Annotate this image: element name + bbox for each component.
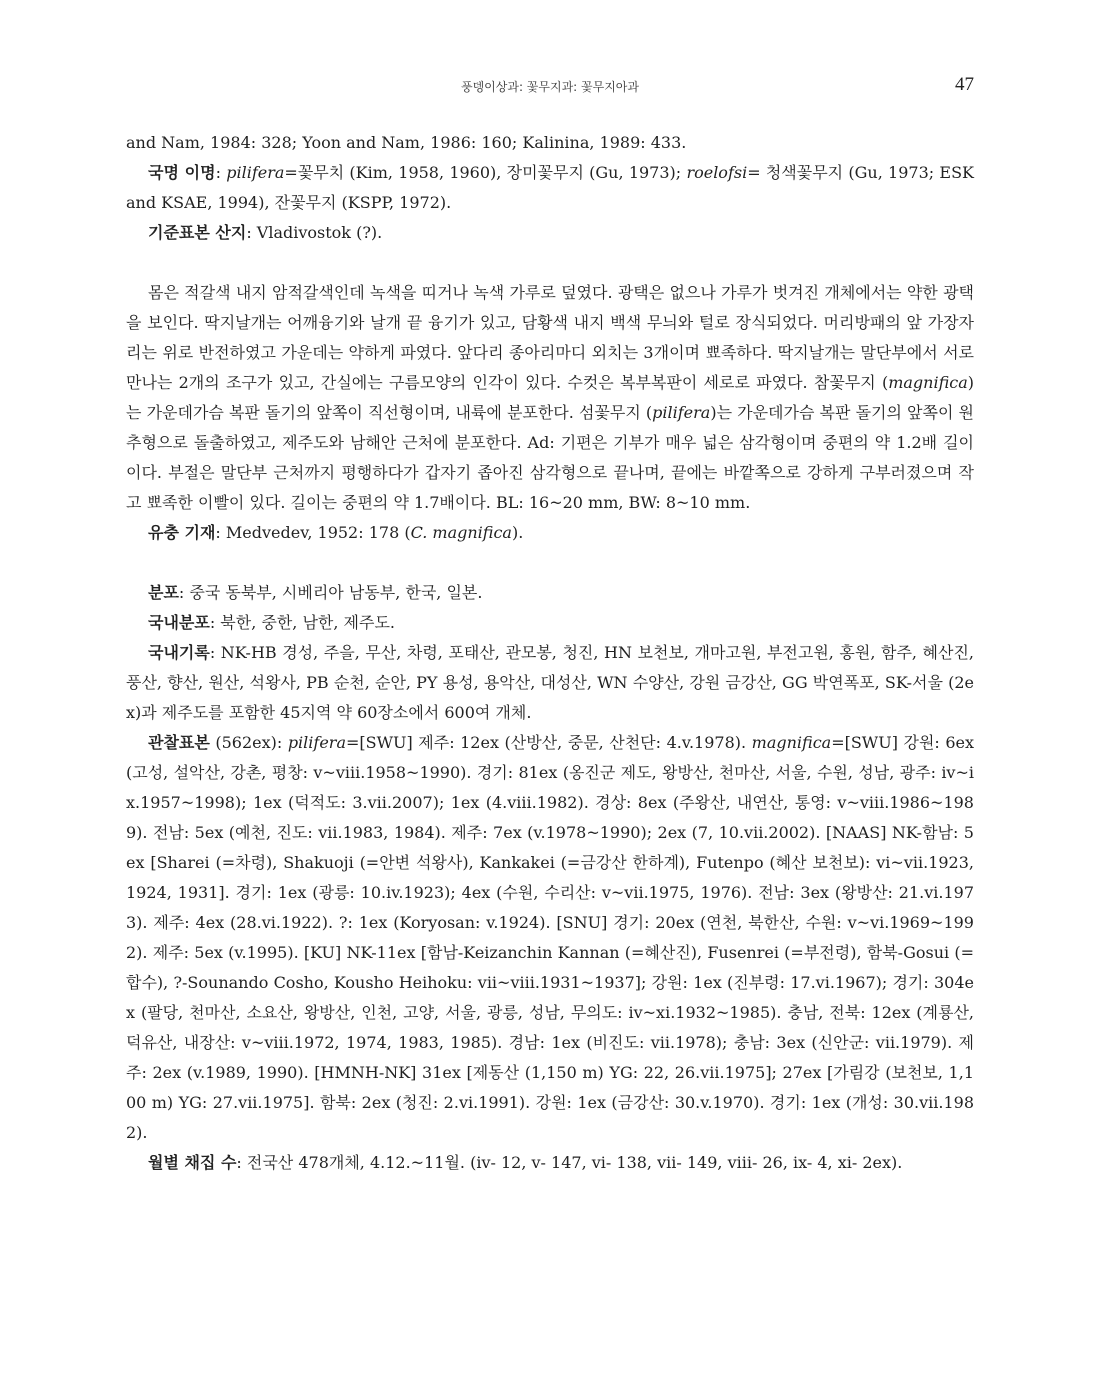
korean-names-label: 국명 이명 bbox=[148, 163, 216, 182]
domestic-distribution-label: 국내분포 bbox=[148, 613, 210, 632]
type-locality-label: 기준표본 산지 bbox=[148, 223, 247, 242]
larva-label: 유충 기재 bbox=[148, 523, 216, 542]
paragraph-gap bbox=[126, 548, 974, 578]
monthly-collection-paragraph: 월별 채집 수: 전국산 478개체, 4.12.~11월. (iv- 12, v- 147, vi- 138, vii- 149, viii- 26, ix- 4, xi- 2ex). bbox=[148, 1153, 903, 1172]
references-continued: and Nam, 1984: 328; Yoon and Nam, 1986: 160; Kalinina, 1989: 433. bbox=[126, 133, 687, 152]
monthly-collection-label: 월별 채집 수 bbox=[148, 1153, 237, 1172]
domestic-records-label: 국내기록 bbox=[148, 643, 210, 662]
distribution-paragraph: 분포: 중국 동북부, 시베리아 남동부, 한국, 일본. bbox=[148, 583, 483, 602]
specimens-label: 관찰표본 bbox=[148, 733, 210, 752]
distribution-label: 분포 bbox=[148, 583, 179, 602]
specimens-paragraph: 관찰표본 (562ex): pilifera=[SWU] 제주: 12ex (산방산, 중문, 산천단: 4.v.1978). magnifica=[SWU] 강원: 6ex (고성, 설악산, 강촌, 평창: v~viii.1958~1990). 경기: 81ex (옹진군 제도, 왕방산, 천마산, 서울, 수원, 성남, 광주: iv~ix.1957~1998); 1ex (덕적도: 3.vii.2007); 1ex (4.viii.1982). 경상: 8ex (주왕산, 내연산, 통영: v~viii.1986~1989). 전남: 5ex (예천, 진도: vii.1983, 1984). 제주: 7ex (v.1978~1990); 2ex (7, 10.vii.2002). [NAAS] NK-함남: 5ex [Sharei (=차령), Shakuoji (=안변 석왕사), Kankakei (=금강산 한하계), Futenpo (혜산 보천보): vi~vii.1923, 1924, 1931]. 경기: 1ex (광릉: 10.iv.1923); 4ex (수원, 수리산: v~vii.1975, 1976). 전남: 3ex (왕방산: 21.vi.1973). 제주: 4ex (28.vi.1922). ?: 1ex (Koryosan: v.1924). [SNU] 경기: 20ex (연천, 북한산, 수원: v~vi.1969~1992). 제주: 5ex (v.1995). [KU] NK-11ex [함남-Keizanchin Kannan (=혜산진), Fusenrei (=부전령), 함북-Gosui (=합수), ?-Sounando Cosho, Kousho Heihoku: vii~viii.1931~1937]; 강원: 1ex (진부령: 17.vi.1967); 경기: 304ex (팔당, 천마산, 소요산, 왕방산, 인천, 고양, 서울, 광릉, 성남, 무의도: iv~xi.1932~1985). 충남, 전북: 12ex (계룡산, 덕유산, 내장산: v~viii.1972, 1974, 1983, 1985). 경남: 1ex (비진도: vii.1978); 충남: 3ex (신안군: vii.1979). 제주: 2ex (v.1989, 1990). [HMNH-NK] 31ex [제동산 (1,150 m) YG: 22, 26.vii.1975]; 27ex [가림강 (보천보, 1,100 m) YG: 27.vii.1975]. 함북: 2ex (청진: 2.vi.1991). 강원: 1ex (금강산: 30.v.1970). 경기: 1ex (개성: 30.vii.1982). bbox=[126, 733, 975, 1142]
domestic-distribution-paragraph: 국내분포: 북한, 중한, 남한, 제주도. bbox=[148, 613, 396, 632]
larva-paragraph: 유충 기재: Medvedev, 1952: 178 (C. magnifica). bbox=[148, 523, 524, 542]
running-title: 풍뎅이상과: 꽃무지과: 꽃무지아과 bbox=[460, 80, 639, 94]
paragraph-gap bbox=[126, 248, 974, 278]
page-number: 47 bbox=[955, 74, 974, 95]
body-text bbox=[126, 128, 974, 1178]
type-locality-paragraph: 기준표본 산지: Vladivostok (?). bbox=[148, 223, 383, 242]
domestic-records-paragraph: 국내기록: NK-HB 경성, 주을, 무산, 차령, 포태산, 관모봉, 청진, HN 보천보, 개마고원, 부전고원, 홍원, 함주, 혜산진, 풍산, 향산, 원산, 석왕사, PB 순천, 순안, PY 용성, 용악산, 대성산, WN 수양산, 강원 금강산, GG 박연폭포, SK-서울 (2ex)과 제주도를 포함한 45지역 약 60장소에서 600여 개체. bbox=[126, 643, 974, 722]
description-paragraph: 몸은 적갈색 내지 암적갈색인데 녹색을 띠거나 녹색 가루로 덮였다. 광택은 없으나 가루가 벗겨진 개체에서는 약한 광택을 보인다. 딱지날개는 어깨융기와 날개 끝 융기가 있고, 담황색 내지 백색 무늬와 털로 장식되었다. 머리방패의 앞 가장자리는 위로 반전하였고 가운데는 약하게 파였다. 앞다리 종아리마디 외치는 3개이며 뾰족하다. 딱지날개는 말단부에서 서로 만나는 2개의 조구가 있고, 간실에는 구름모양의 인각이 있다. 수컷은 복부복판이 세로로 파였다. 참꽃무지 (magnifica)는 가운데가슴 복판 돌기의 앞쪽이 직선형이며, 내륙에 분포한다. 섬꽃무지 (pilifera)는 가운데가슴 복판 돌기의 앞쪽이 원추형으로 돌출하였고, 제주도와 남해안 근처에 분포한다. Ad: 기편은 기부가 매우 넓은 삼각형이며 중편의 약 1.2배 길이이다. 부절은 말단부 근처까지 평행하다가 갑자기 좁아진 삼각형으로 끝나며, 끝에는 바깥쪽으로 강하게 구부러졌으며 작고 뾰족한 이빨이 있다. 길이는 중편의 약 1.7배이다. BL: 16~20 mm, BW: 8~10 mm. bbox=[126, 283, 974, 512]
korean-names-paragraph: 국명 이명: pilifera=꽃무치 (Kim, 1958, 1960), 장미꽃무지 (Gu, 1973); roelofsi= 청색꽃무지 (Gu, 1973; ESK and KSAE, 1994), 잔꽃무지 (KSPP, 1972). bbox=[126, 163, 975, 212]
